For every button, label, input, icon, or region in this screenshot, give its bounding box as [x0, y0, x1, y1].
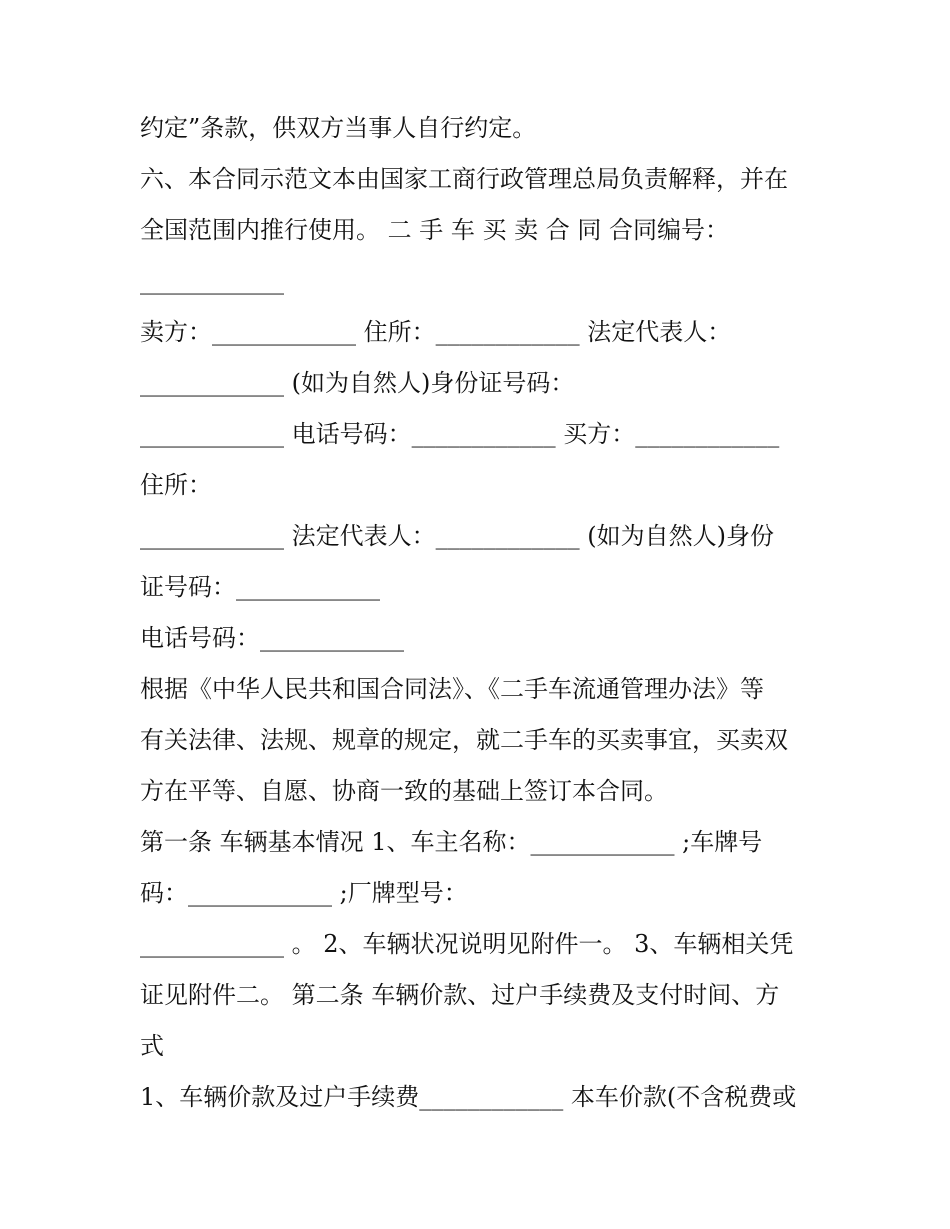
text-line: ____________ 电话号码：____________ 买方：____________: [140, 420, 780, 448]
text-line: 第一条 车辆基本情况 1、车主名称：____________ ;车牌号: [140, 828, 763, 856]
text-line: 住所：: [140, 471, 212, 499]
text-line: 全国范围内推行使用。 二 手 车 买 卖 合 同 合同编号：: [140, 216, 730, 244]
text-line: 六、本合同示范文本由国家工商行政管理总局负责解释，并在: [140, 165, 788, 193]
text-line: ____________ 法定代表人：____________ (如为自然人)身份: [140, 522, 774, 550]
text-line: 电话号码：____________: [140, 624, 404, 652]
text-line: ____________ 。 2、车辆状况说明见附件一。 3、车辆相关凭: [140, 930, 794, 958]
text-line: 码：____________ ;厂牌型号：: [140, 879, 468, 907]
text-line: 证号码：____________: [140, 573, 380, 601]
text-line: ____________ (如为自然人)身份证号码：: [140, 369, 575, 397]
text-line: 证见附件二。 第二条 车辆价款、过户手续费及支付时间、方: [140, 981, 780, 1009]
text-line: 约定”条款，供双方当事人自行约定。: [140, 114, 537, 142]
text-line: 卖方：____________ 住所：____________ 法定代表人：: [140, 318, 732, 346]
text-line: ____________: [140, 267, 284, 295]
text-line: 1、车辆价款及过户手续费____________ 本车价款(不含税费或: [140, 1083, 797, 1111]
text-line: 式: [140, 1032, 164, 1060]
contract-text-body: [140, 103, 820, 1123]
text-line: 方在平等、自愿、协商一致的基础上签订本合同。: [140, 777, 668, 805]
text-line: 根据《中华人民共和国合同法》、《二手车流通管理办法》等: [140, 675, 764, 703]
text-line: 有关法律、法规、规章的规定，就二手车的买卖事宜，买卖双: [140, 726, 788, 754]
